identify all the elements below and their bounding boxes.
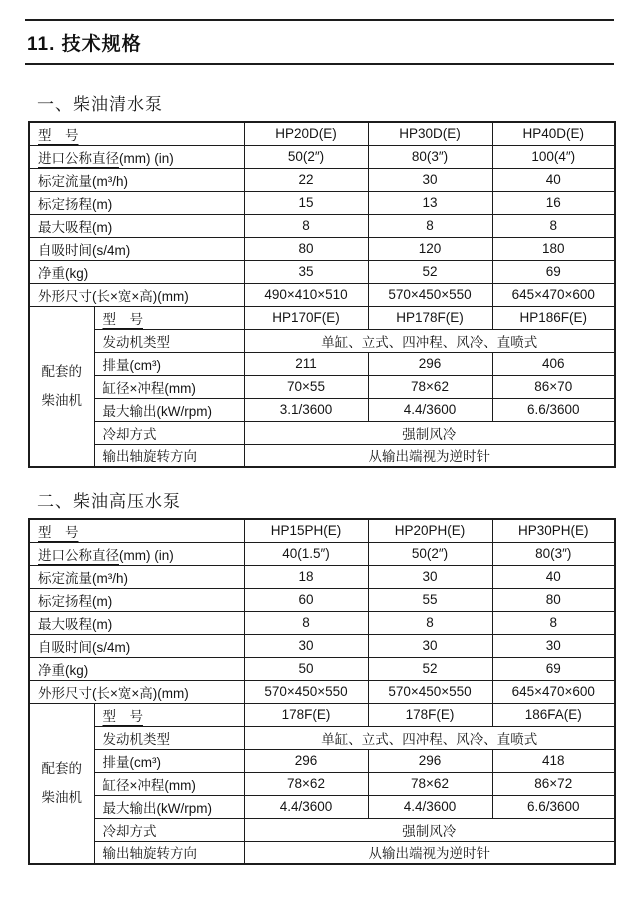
engine-value-cell: HP186F(E) — [492, 306, 615, 329]
section-heading-clean-water-pump: 一、柴油清水泵 — [37, 95, 163, 114]
row-label: 型 号 — [38, 127, 79, 143]
row-label-cell — [29, 145, 244, 168]
row-label-cell — [94, 375, 244, 398]
spec-value-cell: 8 — [244, 214, 368, 237]
engine-value-cell: 296 — [368, 352, 492, 375]
spec-value-cell: 40 — [492, 168, 615, 191]
row-label-cell — [29, 657, 244, 680]
row-label-cell — [94, 444, 244, 467]
spec-value-cell: 120 — [368, 237, 492, 260]
engine-value-cell: 6.6/3600 — [492, 398, 615, 421]
engine-spec-row — [29, 703, 615, 726]
model-name-cell: HP40D(E) — [492, 122, 615, 145]
engine-value-cell: 86×72 — [492, 772, 615, 795]
engine-value-cell: 186FA(E) — [492, 703, 615, 726]
spec-value-cell: 570×450×550 — [368, 680, 492, 703]
row-label-cell — [94, 841, 244, 864]
merged-value-cell: 单缸、立式、四冲程、风冷、直喷式 — [244, 726, 615, 749]
spec-value-cell: 50(2″) — [244, 145, 368, 168]
row-label: 冷却方式 — [102, 823, 157, 839]
engine-group-label-line: 柴油机 — [41, 393, 82, 409]
engine-spec-row — [29, 329, 615, 352]
row-label-unit: (m) — [92, 219, 113, 235]
engine-value-cell: 418 — [492, 749, 615, 772]
row-label-cell — [29, 260, 244, 283]
spec-value-cell: 30 — [368, 634, 492, 657]
row-label-cell — [94, 818, 244, 841]
engine-spec-row — [29, 352, 615, 375]
spec-value-cell: 8 — [244, 611, 368, 634]
row-label-cell — [29, 634, 244, 657]
row-label: 缸径×冲程 — [102, 777, 165, 793]
pump-spec-row — [29, 680, 615, 703]
pump-spec-row — [29, 260, 615, 283]
row-label-cell — [94, 329, 244, 352]
spec-value-cell: 55 — [368, 588, 492, 611]
row-label-cell — [29, 588, 244, 611]
pump-spec-row — [29, 168, 615, 191]
row-label: 标定扬程 — [38, 593, 92, 609]
spec-value-cell: 30 — [244, 634, 368, 657]
engine-value-cell: 78×62 — [368, 772, 492, 795]
engine-spec-row — [29, 726, 615, 749]
engine-group-label-cell — [29, 306, 94, 467]
engine-spec-row — [29, 375, 615, 398]
row-label-unit: (m) — [92, 196, 113, 212]
pump-spec-row — [29, 283, 615, 306]
pump-spec-row — [29, 634, 615, 657]
spec-value-cell: 40(1.5″) — [244, 542, 368, 565]
row-label: 缸径×冲程 — [102, 380, 165, 396]
row-label-unit: (kW/rpm) — [156, 403, 212, 419]
engine-group-label-line: 配套的 — [41, 760, 82, 776]
row-label-cell — [94, 352, 244, 375]
engine-spec-row — [29, 818, 615, 841]
pump-spec-row — [29, 542, 615, 565]
spec-value-cell: 16 — [492, 191, 615, 214]
row-label-cell — [94, 306, 244, 329]
row-label-cell — [94, 795, 244, 818]
row-label: 外形尺寸(长×宽×高) — [38, 685, 158, 701]
row-label-cell — [94, 421, 244, 444]
spec-value-cell: 570×450×550 — [244, 680, 368, 703]
row-label: 最大吸程 — [38, 616, 92, 632]
spec-value-cell: 18 — [244, 565, 368, 588]
spec-value-cell: 52 — [368, 657, 492, 680]
document-page — [0, 19, 639, 912]
spec-value-cell: 8 — [492, 611, 615, 634]
spec-value-cell: 80(3″) — [492, 542, 615, 565]
engine-value-cell: 178F(E) — [368, 703, 492, 726]
row-label-unit: (s/4m) — [92, 639, 131, 655]
spec-value-cell: 645×470×600 — [492, 680, 615, 703]
spec-value-cell: 8 — [368, 214, 492, 237]
page-title: 11. 技术规格 — [27, 34, 142, 55]
engine-value-cell: 70×55 — [244, 375, 368, 398]
spec-value-cell: 80 — [244, 237, 368, 260]
engine-value-cell: 3.1/3600 — [244, 398, 368, 421]
model-name-cell: HP30PH(E) — [492, 519, 615, 542]
engine-spec-row — [29, 421, 615, 444]
merged-value-cell: 强制风冷 — [244, 421, 615, 444]
row-label-cell — [29, 519, 244, 542]
row-label-cell — [29, 680, 244, 703]
spec-value-cell: 80(3″) — [368, 145, 492, 168]
engine-spec-row — [29, 444, 615, 467]
spec-value-cell: 30 — [368, 565, 492, 588]
spec-value-cell: 69 — [492, 657, 615, 680]
model-name-cell: HP30D(E) — [368, 122, 492, 145]
row-label-unit: (mm) — [157, 685, 189, 701]
engine-value-cell: 211 — [244, 352, 368, 375]
spec-value-cell: 50 — [244, 657, 368, 680]
row-label-unit: (mm) — [164, 380, 196, 396]
engine-spec-row — [29, 795, 615, 818]
pump-spec-row — [29, 657, 615, 680]
row-label-unit: (kg) — [65, 662, 89, 678]
engine-spec-row — [29, 772, 615, 795]
row-label-cell — [29, 122, 244, 145]
row-label-cell — [29, 168, 244, 191]
row-label: 标定流量 — [38, 570, 92, 586]
row-label-cell — [29, 191, 244, 214]
row-label-cell — [94, 749, 244, 772]
engine-value-cell: 4.4/3600 — [368, 398, 492, 421]
row-label-cell — [29, 565, 244, 588]
model-header-row — [29, 122, 615, 145]
engine-value-cell: 178F(E) — [244, 703, 368, 726]
engine-value-cell: 4.4/3600 — [244, 795, 368, 818]
engine-value-cell: 296 — [244, 749, 368, 772]
spec-value-cell: 30 — [492, 634, 615, 657]
spec-value-cell: 100(4″) — [492, 145, 615, 168]
pump-spec-row — [29, 237, 615, 260]
engine-value-cell: 86×70 — [492, 375, 615, 398]
engine-spec-row — [29, 306, 615, 329]
row-label: 净重 — [38, 662, 65, 678]
row-label: 标定扬程 — [38, 196, 92, 212]
pump-spec-row — [29, 145, 615, 168]
engine-group-label-line: 柴油机 — [41, 790, 82, 806]
row-label: 最大吸程 — [38, 219, 92, 235]
engine-value-cell: HP170F(E) — [244, 306, 368, 329]
engine-group-label-cell — [29, 703, 94, 864]
engine-value-cell: 78×62 — [368, 375, 492, 398]
row-label: 发动机类型 — [102, 334, 170, 350]
row-label-unit: (m) — [92, 616, 113, 632]
spec-value-cell: 645×470×600 — [492, 283, 615, 306]
merged-value-cell: 从输出端视为逆时针 — [244, 444, 615, 467]
row-label: 外形尺寸(长×宽×高) — [38, 288, 158, 304]
row-label-cell — [29, 542, 244, 565]
spec-value-cell: 22 — [244, 168, 368, 191]
spec-value-cell: 60 — [244, 588, 368, 611]
pump-spec-row — [29, 214, 615, 237]
engine-value-cell: 6.6/3600 — [492, 795, 615, 818]
row-label: 型 号 — [102, 708, 143, 724]
pump-spec-row — [29, 565, 615, 588]
row-label-cell — [94, 726, 244, 749]
section-heading-high-pressure-pump: 二、柴油高压水泵 — [37, 492, 181, 511]
row-label: 净重 — [38, 265, 65, 281]
row-label-cell — [29, 283, 244, 306]
engine-value-cell: 78×62 — [244, 772, 368, 795]
engine-value-cell: 296 — [368, 749, 492, 772]
row-label-unit: (cm³) — [129, 754, 161, 770]
spec-value-cell: 30 — [368, 168, 492, 191]
row-label-cell — [29, 611, 244, 634]
row-label: 排量 — [102, 357, 130, 373]
row-label-unit: (kg) — [65, 265, 89, 281]
spec-value-cell: 69 — [492, 260, 615, 283]
row-label-cell — [94, 772, 244, 795]
row-label-unit: (cm³) — [129, 357, 161, 373]
pump-spec-row — [29, 191, 615, 214]
row-label: 最大输出 — [102, 800, 157, 816]
spec-value-cell: 490×410×510 — [244, 283, 368, 306]
row-label: 进口公称直径 — [38, 547, 119, 563]
row-label-cell — [29, 237, 244, 260]
model-name-cell: HP15PH(E) — [244, 519, 368, 542]
pump-spec-row — [29, 588, 615, 611]
spec-value-cell: 180 — [492, 237, 615, 260]
row-label-cell — [94, 703, 244, 726]
row-label: 型 号 — [38, 524, 79, 540]
model-name-cell: HP20PH(E) — [368, 519, 492, 542]
engine-value-cell: 4.4/3600 — [368, 795, 492, 818]
merged-value-cell: 强制风冷 — [244, 818, 615, 841]
spec-value-cell: 15 — [244, 191, 368, 214]
row-label: 型 号 — [102, 311, 143, 327]
row-label: 排量 — [102, 754, 130, 770]
row-label: 输出轴旋转方向 — [102, 846, 197, 862]
merged-value-cell: 从输出端视为逆时针 — [244, 841, 615, 864]
row-label: 输出轴旋转方向 — [102, 449, 197, 465]
model-name-cell: HP20D(E) — [244, 122, 368, 145]
pump-spec-row — [29, 611, 615, 634]
row-label-unit: (mm) (in) — [119, 150, 174, 166]
model-header-row — [29, 519, 615, 542]
row-label: 自吸时间 — [38, 242, 92, 258]
row-label-unit: (m) — [92, 593, 113, 609]
title-bottom-rule — [25, 63, 614, 65]
row-label-cell — [29, 214, 244, 237]
spec-value-cell: 13 — [368, 191, 492, 214]
clean-water-pump-spec-table — [28, 121, 616, 468]
row-label-unit: (kW/rpm) — [156, 800, 212, 816]
spec-value-cell: 35 — [244, 260, 368, 283]
spec-value-cell: 52 — [368, 260, 492, 283]
spec-value-cell: 40 — [492, 565, 615, 588]
spec-value-cell: 80 — [492, 588, 615, 611]
engine-spec-row — [29, 841, 615, 864]
row-label: 进口公称直径 — [38, 150, 119, 166]
engine-value-cell: HP178F(E) — [368, 306, 492, 329]
row-label-cell — [94, 398, 244, 421]
spec-value-cell: 8 — [368, 611, 492, 634]
spec-value-cell: 8 — [492, 214, 615, 237]
row-label-unit: (m³/h) — [92, 173, 128, 189]
engine-spec-row — [29, 749, 615, 772]
row-label-unit: (s/4m) — [92, 242, 131, 258]
spec-value-cell: 570×450×550 — [368, 283, 492, 306]
row-label: 最大输出 — [102, 403, 157, 419]
merged-value-cell: 单缸、立式、四冲程、风冷、直喷式 — [244, 329, 615, 352]
row-label-unit: (mm) (in) — [119, 547, 174, 563]
spec-value-cell: 50(2″) — [368, 542, 492, 565]
row-label-unit: (mm) — [157, 288, 189, 304]
row-label: 标定流量 — [38, 173, 92, 189]
row-label-unit: (mm) — [164, 777, 196, 793]
engine-value-cell: 406 — [492, 352, 615, 375]
row-label-unit: (m³/h) — [92, 570, 128, 586]
engine-spec-row — [29, 398, 615, 421]
engine-group-label-line: 配套的 — [41, 363, 82, 379]
row-label: 冷却方式 — [102, 426, 157, 442]
row-label: 自吸时间 — [38, 639, 92, 655]
row-label: 发动机类型 — [102, 731, 170, 747]
high-pressure-pump-spec-table — [28, 518, 616, 865]
